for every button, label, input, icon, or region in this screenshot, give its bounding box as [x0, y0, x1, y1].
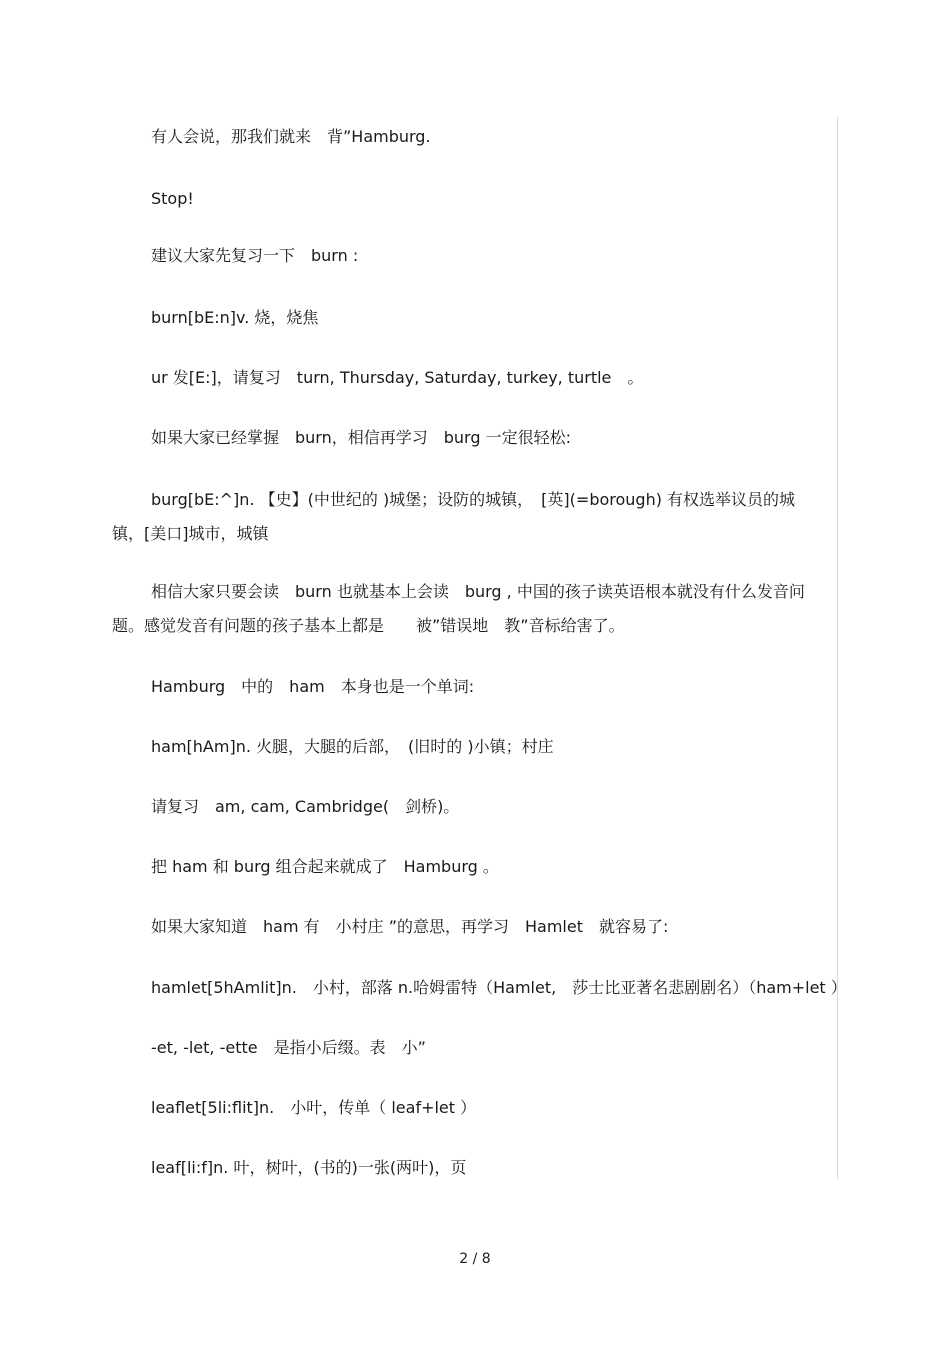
text-line-11: 请复习 am, cam, Cambridge( 剑桥)。 — [151, 797, 460, 816]
text-line-14: hamlet[5hAmlit]n. 小村，部落 n.哈姆雷特（Hamlet, 莎士比亚著名悲剧剧名）（ham+let ） — [151, 978, 847, 997]
text-line-5: ur 发[E:]，请复习 turn, Thursday, Saturday, turkey, turtle 。 — [151, 368, 644, 387]
text-line-9: Hamburg 中的 ham 本身也是一个单词: — [151, 677, 475, 696]
text-line-12: 把 ham 和 burg 组合起来就成了 Hamburg 。 — [151, 857, 499, 876]
page-number: 2 / 8 — [459, 1251, 491, 1267]
paragraph-pronunciation: 相信大家只要会读 burn 也就基本上会读 burg , 中国的孩子读英语根本就没有什么发音问题。感觉发音有问题的孩子基本上都是 被”错误地 教”音标给害了。 — [112, 582, 805, 635]
page-edge-line — [837, 117, 838, 1179]
text-line-2: Stop! — [151, 189, 194, 208]
paragraph-burg-definition: burg[bE:^]n. 【史】(中世纪的 )城堡；设防的城镇， [英](=borough) 有权选举议员的城镇，[美口]城市，城镇 — [112, 490, 796, 543]
text-line-4: burn[bE:n]v. 烧，烧焦 — [151, 308, 319, 327]
text-line-10: ham[hAm]n. 火腿，大腿的后部， (旧时的 )小镇；村庄 — [151, 737, 554, 756]
text-line-6: 如果大家已经掌握 burn，相信再学习 burg 一定很轻松: — [151, 428, 571, 447]
text-line-16: leaflet[5li:flit]n. 小叶，传单（ leaf+let ） — [151, 1098, 477, 1117]
text-line-17: leaf[li:f]n. 叶，树叶，(书的)一张(两叶)，页 — [151, 1158, 467, 1177]
text-line-15: -et, -let, -ette 是指小后缀。表 小” — [151, 1038, 426, 1057]
text-line-13: 如果大家知道 ham 有 小村庄 ”的意思，再学习 Hamlet 就容易了: — [151, 917, 669, 936]
text-line-3: 建议大家先复习一下 burn : — [151, 246, 359, 265]
text-line-1: 有人会说，那我们就来 背”Hamburg. — [151, 127, 431, 146]
